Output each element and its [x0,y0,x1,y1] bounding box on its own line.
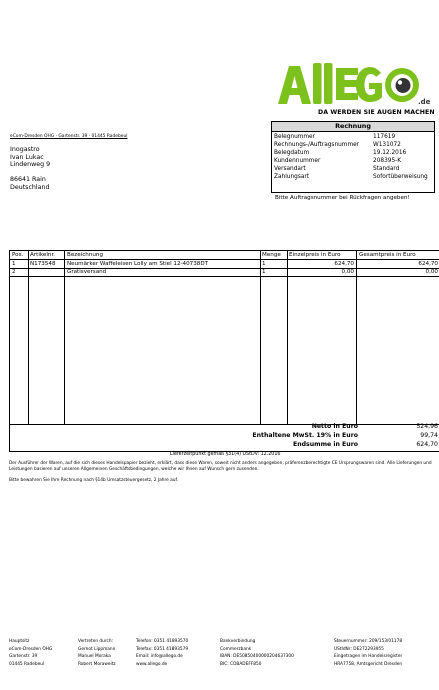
footer-registration [334,638,402,668]
total-gross-value: 624,70 [416,441,438,448]
item-unit-price: 0,00 [341,269,354,275]
invoice-row-label: Belegnummer [274,134,315,140]
header-unit-price: Einzelpreis in Euro [289,252,341,258]
retention-notice: Bitte bewahren Sie Ihre Rechnung nach §14b Umsatzsteuergesetz, 2 Jahre auf. [9,478,179,483]
reference-note: Bitte Auftragsnummer bei Rückfragen angeben! [275,195,410,201]
footer-line: Telefax: 0351 41893579 [136,646,189,652]
invoice-row-label: Belegdatum [274,150,310,156]
footer-line: Gartenstr. 39 [9,654,38,660]
recipient-line: Lindenweg 9 [10,161,51,169]
item-quantity: 1 [262,261,266,267]
item-total-price: 624,70 [418,261,438,267]
item-description: Neumärker Waffeleisen Lolly am Stiel 12-40738DT [67,261,209,267]
footer-company [9,638,52,668]
total-net-value: 524,96 [416,423,438,430]
invoice-row-label: Zahlungsart [274,174,310,180]
recipient-line: Ivan Lukac [10,153,44,161]
footer-line: UStIdNr: DE272293955 [334,646,384,652]
footer [9,638,439,678]
header-pos: Pos. [12,252,24,258]
legal-notice: Der Ausführer der Waren, auf die sich dieses Handelspapier bezieht, erklärt, dass diese Waren, soweit nicht anders angegeben, präferenzberechtigte CE Ursprungswaren sind. Alle Lieferungen und Leistungen basieren auf unseren Allgemeinen Geschäftsbedingungen, welche wir Ihnen auf Wunsch gern zusenden. [9,461,432,472]
invoice-row-label: Rechnungs-/Auftragsnummer [274,142,360,148]
total-vat-value: 99,74 [420,432,438,439]
allego-logo [276,60,434,110]
invoice-row [274,173,432,181]
invoice-row-value: Standard [373,166,400,172]
recipient-line: Inogastro [10,146,40,153]
recipient-line [10,169,50,177]
invoice-row-value: Sofortüberweisung [373,174,428,180]
footer-line: Commerzbank [220,646,252,652]
total-net-label: Netto in Euro [311,423,358,430]
sender-line: eCom-Dresden OHG · Gartenstr. 39 · 01445 Radebeul [10,134,128,139]
invoice-row-value: 117619 [373,134,396,140]
header-total-price: Gesamtpreis in Euro [359,252,416,258]
footer-line: Robert Moraweitz [78,661,116,667]
item-quantity: 1 [262,269,266,275]
recipient-line: Deutschland [10,183,50,191]
invoice-row [274,157,432,165]
footer-line: HRA7758, Amtsgericht Dresden [334,661,403,667]
footer-line: Email: info@allego.de [136,654,183,660]
logo-suffix: .de [418,98,431,106]
row-divider [10,276,439,277]
item-pos: 1 [12,261,16,267]
recipient-address [10,146,50,192]
footer-line: Eingetragen im Handelsregister [334,654,403,660]
invoice-row [274,149,432,157]
invoice-row-value: W131072 [373,142,401,148]
items-table [9,250,439,425]
total-gross-label: Endsumme in Euro [292,441,358,448]
totals-box [9,423,439,452]
footer-line: Telefon: 0351 41893570 [136,639,189,644]
footer-line: Hauptsitz [9,639,30,644]
invoice-info-box [271,121,435,193]
header-article-number: Artikelnr. [30,252,56,258]
footer-contact [136,638,188,668]
recipient-line: 86641 Rain [10,176,46,184]
footer-line: Vertreten durch: [78,639,114,644]
item-unit-price: 624,70 [334,261,354,267]
footer-line: Manuel Moraka [78,654,111,660]
invoice-row-label: Versandart [274,166,306,172]
header-quantity: Menge [262,252,281,258]
invoice-row [274,165,432,173]
item-description: Gratisversand [67,269,107,275]
item-article-number: N173548 [30,261,56,267]
footer-line: BIC: COBADEFF850 [220,661,262,667]
invoice-row [274,141,432,149]
footer-line: Steuernummer: 209/153/01178 [334,639,403,644]
item-total-price: 0,00 [425,269,438,275]
invoice-row-value: 19.12.2016 [373,150,407,156]
invoice-row [274,133,432,141]
invoice-row-value: 208395-K [373,158,402,164]
supply-date: Lieferzeitpunkt gemäß §31(4) UStDV: 12.2016 [170,452,281,457]
header-description: Bezeichnung [67,252,104,258]
invoice-title: Rechnung [272,122,434,132]
tagline: DA WERDEN SIE AUGEN MACHEN [318,109,435,116]
footer-line: eCom-Dresden OHG [9,646,53,652]
invoice-row-label: Kundennummer [274,158,321,164]
footer-line: Gernot Lippmann [78,646,116,652]
footer-line: 01445 Radebeul [9,661,45,667]
footer-bank [220,638,294,668]
footer-line: Bankverbindung [220,639,256,644]
footer-line: IBAN: DE50850400000204637300 [220,654,294,660]
footer-line: www.allego.de [136,661,168,667]
item-pos: 2 [12,269,16,275]
total-vat-label: Enthaltene MwSt. 19% in Euro [252,432,358,439]
footer-representatives [78,638,116,668]
